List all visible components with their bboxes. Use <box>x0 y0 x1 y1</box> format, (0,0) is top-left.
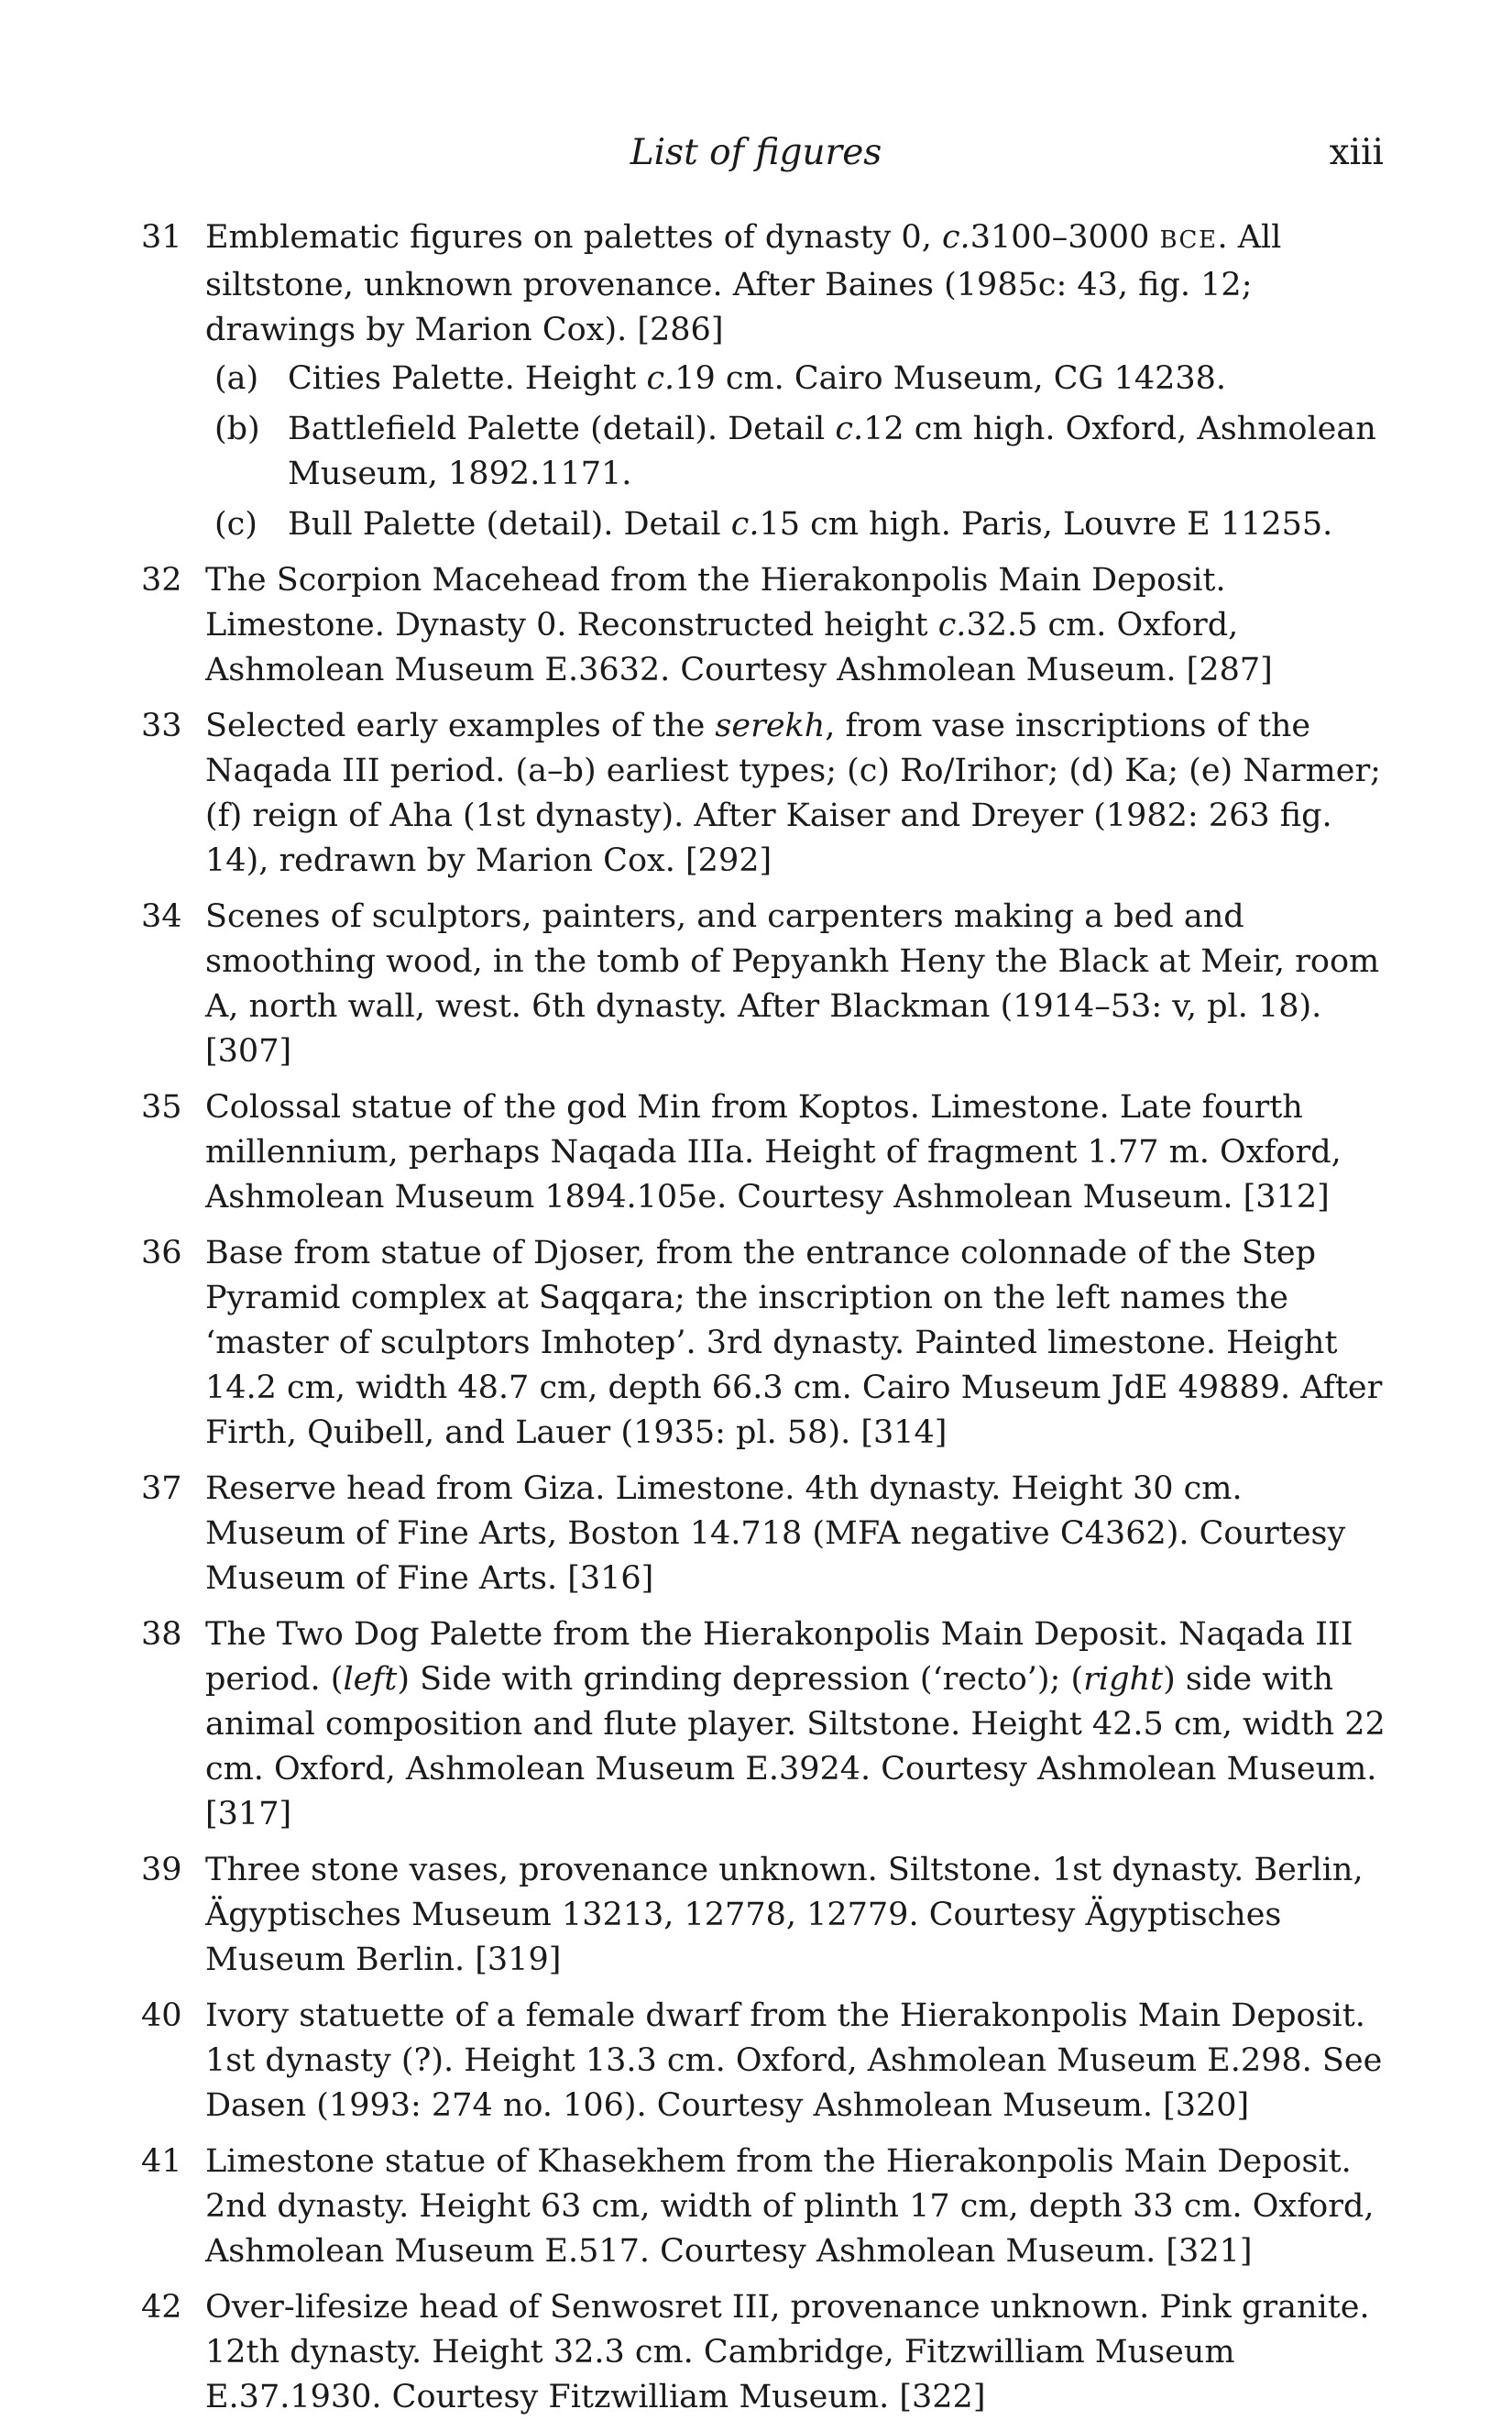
sub-figure-list <box>205 357 1386 547</box>
figure-number: 40 <box>141 1997 182 2034</box>
figure-entry-36 <box>141 1231 1386 1456</box>
figure-caption: The Scorpion Macehead from the Hierakonpolis Main Deposit. Limestone. Dynasty 0. Reconstructed height c.32.5 cm. Oxford, Ashmolean Museum E.3632. Courtesy Ashmolean Museum. [287] <box>205 562 1273 688</box>
running-head <box>0 128 1512 183</box>
sub-figure-c: (c) Bull Palette (detail). Detail c.15 cm high. Paris, Louvre E 11255. <box>214 506 1333 543</box>
page-number: xiii <box>1329 132 1384 173</box>
figure-number: 38 <box>141 1616 182 1653</box>
figure-entry-42 <box>141 2285 1386 2420</box>
figure-caption: Ivory statuette of a female dwarf from the Hierakonpolis Main Deposit. 1st dynasty (?). Height 13.3 cm. Oxford, Ashmolean Museum E.298. See Dasen (1993: 274 no. 106). Courtesy Ashmolean Museum. [320] <box>205 1997 1383 2124</box>
figure-number: 42 <box>141 2289 182 2326</box>
sub-figure-b: (b) Battlefield Palette (detail). Detail c.12 cm high. Oxford, Ashmolean Museum, 1892.1171. <box>214 411 1376 492</box>
figure-caption: The Two Dog Palette from the Hierakonpolis Main Deposit. Naqada III period. (left) Side with grinding depression (‘recto’); (right) side with animal composition and flute player. Siltstone. Height 42.5 cm, width 22 cm. Oxford, Ashmolean Museum E.3924. Courtesy Ashmolean Museum. [317] <box>205 1616 1386 1832</box>
figure-number: 34 <box>141 898 182 935</box>
figure-entry-40 <box>141 1994 1386 2128</box>
figure-list <box>141 215 1386 2431</box>
figure-number: 39 <box>141 1852 182 1888</box>
figure-caption: Scenes of sculptors, painters, and carpenters making a bed and smoothing wood, in the tomb of Pepyankh Heny the Black at Meir, room A, north wall, west. 6th dynasty. After Blackman (1914–53: v, pl. 18). [307] <box>205 898 1380 1070</box>
figure-entry-38 <box>141 1612 1386 1837</box>
figure-entry-31 <box>141 215 1386 547</box>
figure-caption: Emblematic figures on palettes of dynasty 0, c.3100–3000 BCE. All siltstone, unknown provenance. After Baines (1985c: 43, fig. 12; drawings by Marion Cox). [286] <box>205 219 1282 348</box>
page-title: List of figures <box>630 132 882 173</box>
figure-caption: Colossal statue of the god Min from Koptos. Limestone. Late fourth millennium, perhaps Naqada IIIa. Height of fragment 1.77 m. Oxford, Ashmolean Museum 1894.105e. Courtesy Ashmolean Museum. [312] <box>205 1089 1342 1216</box>
figure-caption: Over-lifesize head of Senwosret III, provenance unknown. Pink granite. 12th dynasty. Height 32.3 cm. Cambridge, Fitzwilliam Museum E.37.1930. Courtesy Fitzwilliam Museum. [322] <box>205 2289 1370 2415</box>
figure-number: 41 <box>141 2143 182 2180</box>
figure-caption: Limestone statue of Khasekhem from the Hierakonpolis Main Deposit. 2nd dynasty. Height 63 cm, width of plinth 17 cm, depth 33 cm. Oxford, Ashmolean Museum E.517. Courtesy Ashmolean Museum. [321] <box>205 2143 1375 2270</box>
figure-entry-39 <box>141 1848 1386 1983</box>
figure-caption: Base from statue of Djoser, from the entrance colonnade of the Step Pyramid complex at Saqqara; the inscription on the left names the ‘master of sculptors Imhotep’. 3rd dynasty. Painted limestone. Height 14.2 cm, width 48.7 cm, depth 66.3 cm. Cairo Museum JdE 49889. After Firth, Quibell, and Lauer (1935: pl. 58). [314] <box>205 1235 1383 1451</box>
figure-entry-37 <box>141 1467 1386 1601</box>
figure-number: 36 <box>141 1235 182 1271</box>
figure-entry-34 <box>141 895 1386 1074</box>
figure-entry-33 <box>141 704 1386 884</box>
figure-number: 35 <box>141 1089 182 1126</box>
figure-entry-41 <box>141 2140 1386 2274</box>
figure-caption: Three stone vases, provenance unknown. Siltstone. 1st dynasty. Berlin, Ägyptisches Museum 13213, 12778, 12779. Courtesy Ägyptisches Museum Berlin. [319] <box>205 1852 1364 1978</box>
figure-number: 32 <box>141 562 182 599</box>
sub-figure-a: (a) Cities Palette. Height c.19 cm. Cairo Museum, CG 14238. <box>214 360 1227 397</box>
figure-caption: Selected early examples of the serekh, from vase inscriptions of the Naqada III period. (a–b) earliest types; (c) Ro/Irihor; (d) Ka; (e) Narmer; (f) reign of Aha (1st dynasty). After Kaiser and Dreyer (1982: 263 fig. 14), redrawn by Marion Cox. [292] <box>205 708 1381 879</box>
figure-number: 31 <box>141 219 182 256</box>
figure-number: 37 <box>141 1470 182 1507</box>
figure-number: 33 <box>141 708 182 744</box>
figure-entry-35 <box>141 1085 1386 1220</box>
figure-entry-32 <box>141 558 1386 693</box>
figure-caption: Reserve head from Giza. Limestone. 4th dynasty. Height 30 cm. Museum of Fine Arts, Boston 14.718 (MFA negative C4362). Courtesy Museum of Fine Arts. [316] <box>205 1470 1346 1597</box>
